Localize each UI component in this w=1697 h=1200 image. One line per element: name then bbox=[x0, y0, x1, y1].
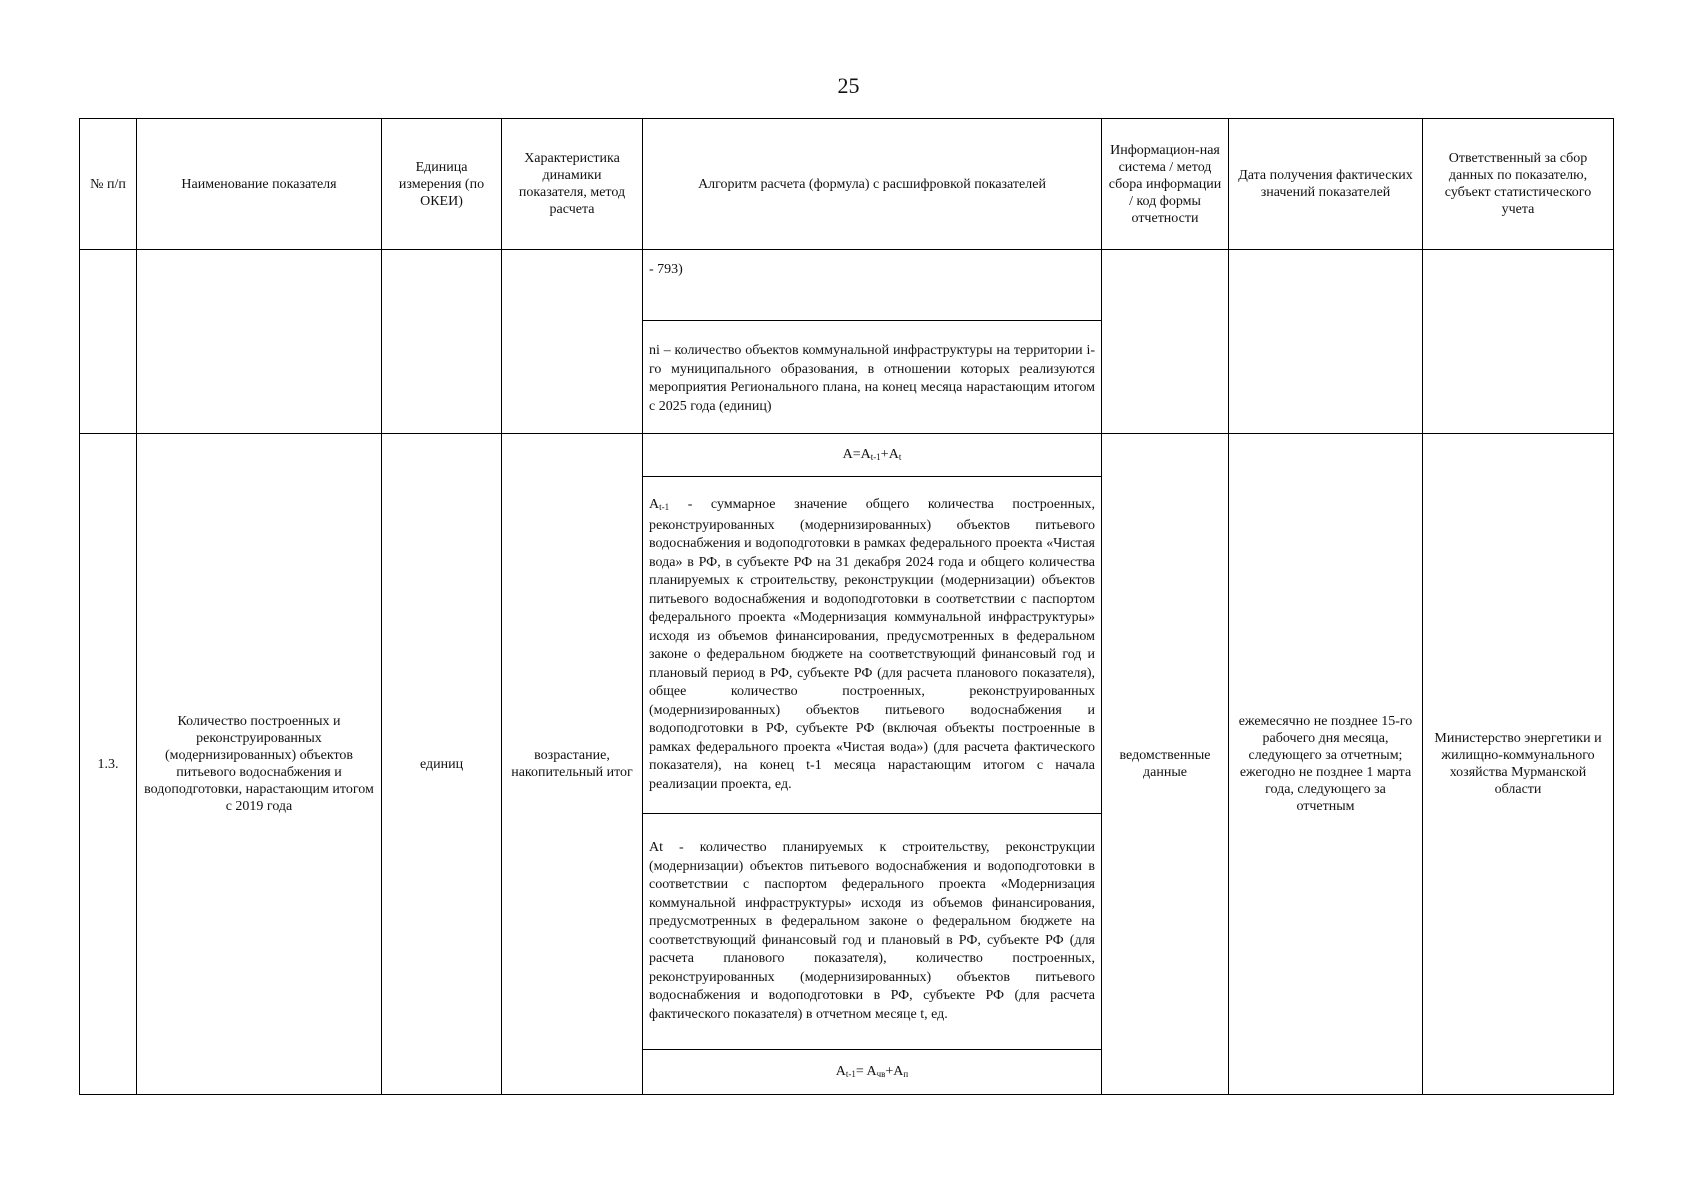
cont-date-cell bbox=[1229, 250, 1423, 434]
cont-info-cell bbox=[1102, 250, 1229, 434]
header-responsible: Ответственный за сбор данных по показателю, субъект статистического учета bbox=[1423, 119, 1614, 250]
a-t1-description: $A_{t-1}$ - суммарное значение общего количества построенных, реконструированных (модернизированных) объектов питьевого водоснабжения и водоподготовки в рамках федерального проекта «Чистая вода» в РФ, в субъекте РФ на 31 декабря 2024 года и общего количества планируемых к строительству, реконструкции (модернизации) объектов питьевого водоснабжения и водоподготовки в соответствии с паспортом федерального проекта «Модернизация коммунальной инфраструктуры» исходя из объемов финансирования, предусмотренных в федеральном законе о федеральном бюджете на соответствующий финансовый год и плановый период в РФ, субъекте РФ (для расчета планового показателя), общее количество построенных, реконструированных (модернизированных) объектов питьевого водоснабжения и водоподготовки в РФ, субъекте РФ (включая объекты построенные в рамках федерального проекта «Чистая вода») (для расчета фактического показателя), на конец t-1 месяца нарастающим итогом с начала реализации проекта, ед. bbox=[643, 477, 1102, 814]
cont-ni-text: ni – количество объектов коммунальной инфраструктуры на территории i-го муниципального образования, в отношении которых реализуются мероприятия Регионального плана, на конец месяца нарастающим итогом с 2025 года (единиц) bbox=[643, 321, 1102, 434]
header-name: Наименование показателя bbox=[137, 119, 382, 250]
row-num: 1.3. bbox=[80, 434, 137, 1095]
table-header-row bbox=[80, 119, 1614, 250]
row-responsible: Министерство энергетики и жилищно-коммунального хозяйства Мурманской области bbox=[1423, 434, 1614, 1095]
header-dynamics: Характеристика динамики показателя, метод расчета bbox=[502, 119, 643, 250]
cont-responsible-cell bbox=[1423, 250, 1614, 434]
row-name: Количество построенных и реконструированных (модернизированных) объектов питьевого водоснабжения и водоподготовки, нарастающим итогом с 2019 года bbox=[137, 434, 382, 1095]
row-date: ежемесячно не позднее 15-го рабочего дня месяца, следующего за отчетным; ежегодно не позднее 1 марта года, следующего за отчетным bbox=[1229, 434, 1423, 1095]
header-info-system: Информацион-ная система / метод сбора информации / код формы отчетности bbox=[1102, 119, 1229, 250]
cont-dynamics-cell bbox=[502, 250, 643, 434]
at-description: At - количество планируемых к строительству, реконструкции (модернизации) объектов питьевого водоснабжения и водоподготовки в соответствии с паспортом федерального проекта «Модернизация коммунальной инфраструктуры» исходя из объемов финансирования, предусмотренных в федеральном законе о федеральном бюджете на соответствующий финансовый год и плановый в РФ, субъекте РФ (для расчета планового показателя), количество построенных, реконструированных (модернизированных) объектов питьевого водоснабжения и водоподготовки в РФ, субъекте РФ (для расчета фактического показателя) в отчетном месяце t, ед. bbox=[643, 814, 1102, 1050]
cont-unit-cell bbox=[382, 250, 502, 434]
row-unit: единиц bbox=[382, 434, 502, 1095]
page-number: 25 bbox=[837, 73, 860, 98]
formula-a: $A=A_{t-1}+A_t$ bbox=[643, 434, 1102, 477]
row-dynamics: возрастание, накопительный итог bbox=[502, 434, 643, 1095]
formula-a-t1: $A_{t-1}= A_{чв}+A_п$ bbox=[643, 1050, 1102, 1095]
row-info-system: ведомственные данные bbox=[1102, 434, 1229, 1095]
header-algorithm: Алгоритм расчета (формула) с расшифровкой показателей bbox=[643, 119, 1102, 250]
indicators-table bbox=[79, 118, 1614, 1095]
header-num: № п/п bbox=[80, 119, 137, 250]
header-date: Дата получения фактических значений показателей bbox=[1229, 119, 1423, 250]
table-row bbox=[80, 250, 1614, 321]
cont-name-cell bbox=[137, 250, 382, 434]
table-row bbox=[80, 434, 1614, 477]
header-unit: Единица измерения (по ОКЕИ) bbox=[382, 119, 502, 250]
cont-line1: - 793) bbox=[643, 250, 1102, 321]
cont-num-cell bbox=[80, 250, 137, 434]
